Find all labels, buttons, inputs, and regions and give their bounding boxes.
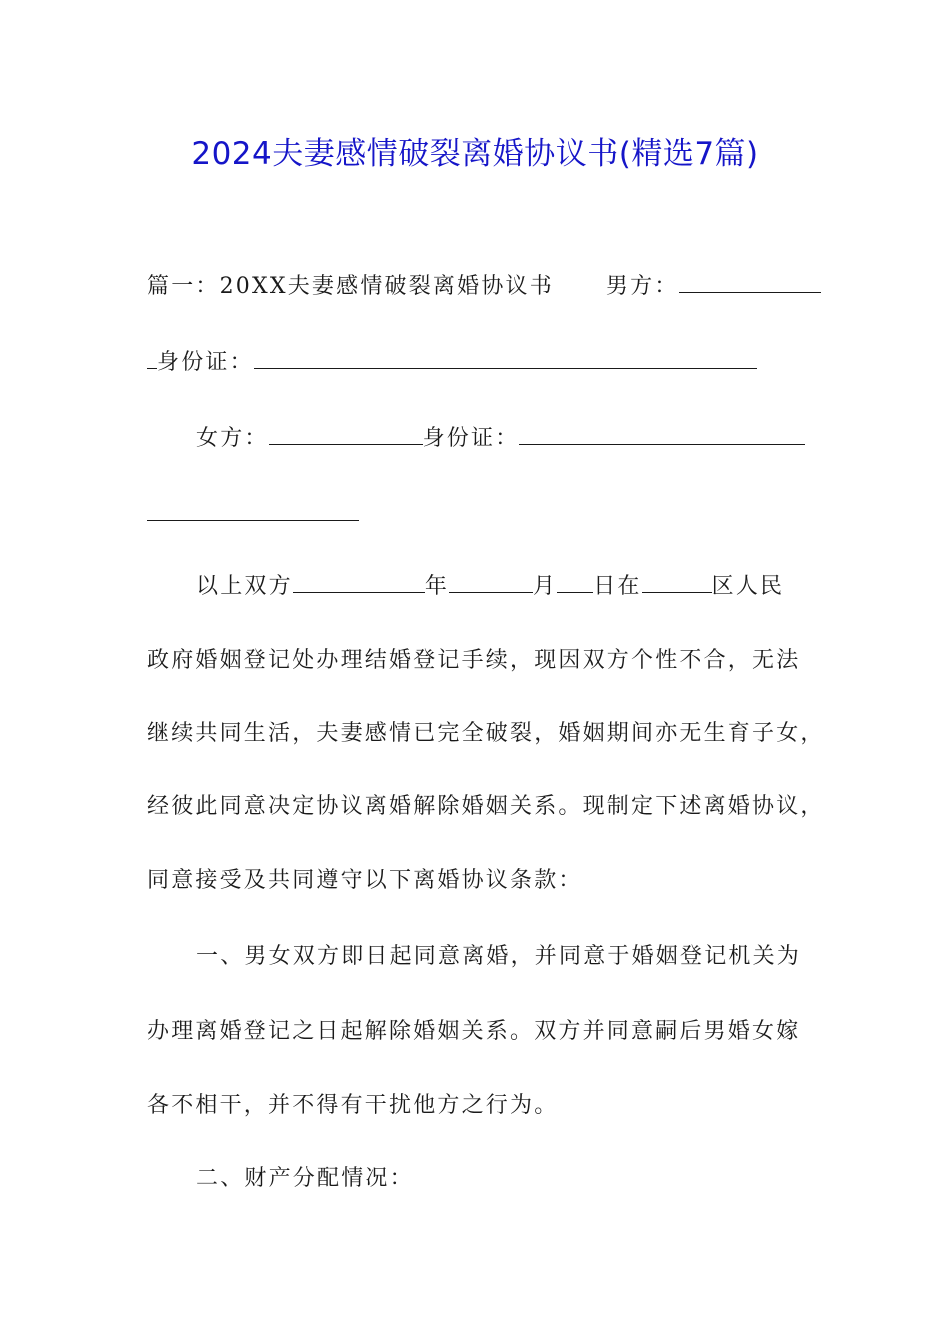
section1-header-line [147,270,821,302]
clause1-line2: 办理离婚登记之日起解除婚姻关系。双方并同意嗣后男婚女嫁 [147,1019,801,1044]
clause1-line3: 各不相干，并不得有干扰他方之行为。 [147,1093,559,1118]
para1-month: 月 [533,574,558,599]
female-idcard-label: 身份证： [422,426,520,451]
clause1-line1: 一、男女双方即日起同意离婚，并同意于婚姻登记机关为 [196,944,802,969]
female-idcard-continued-line [147,498,359,530]
para1-line5: 同意接受及共同遵守以下离婚协议条款： [147,868,583,893]
clause2-line1: 二、财产分配情况： [196,1166,414,1191]
marriage-year-blank[interactable] [293,570,425,593]
para1-day-in: 日在 [593,574,642,599]
document-title: 2024夫妻感情破裂离婚协议书(精选7篇) [191,136,759,172]
male-name-blank[interactable] [679,270,821,293]
male-idcard-blank[interactable] [254,346,757,369]
male-label: 男方： [605,274,679,299]
para1-line1 [196,570,784,602]
para1-district: 区人民 [711,574,785,599]
female-idcard-blank[interactable] [519,422,805,445]
para1-year: 年 [424,574,450,599]
male-name-blank-continued[interactable] [147,346,157,369]
district-blank[interactable] [642,570,712,593]
marriage-month-blank[interactable] [449,570,533,593]
female-idcard-blank-continued[interactable] [147,498,359,521]
male-idcard-line [147,346,757,378]
para1-line3: 继续共同生活，夫妻感情已完全破裂，婚姻期间亦无生育子女， [147,721,825,746]
male-idcard-label: 身份证： [157,350,254,375]
female-line [196,422,805,454]
female-label: 女方： [196,426,269,451]
para1-line4: 经彼此同意决定协议离婚解除婚姻关系。现制定下述离婚协议， [147,794,825,819]
marriage-day-blank[interactable] [557,570,593,593]
para1-line2: 政府婚姻登记处办理结婚登记手续，现因双方个性不合，无法 [147,648,801,673]
section1-heading: 篇一：20XX夫妻感情破裂离婚协议书 [147,274,554,299]
para1-lead: 以上双方 [196,574,293,599]
female-name-blank[interactable] [269,422,423,445]
